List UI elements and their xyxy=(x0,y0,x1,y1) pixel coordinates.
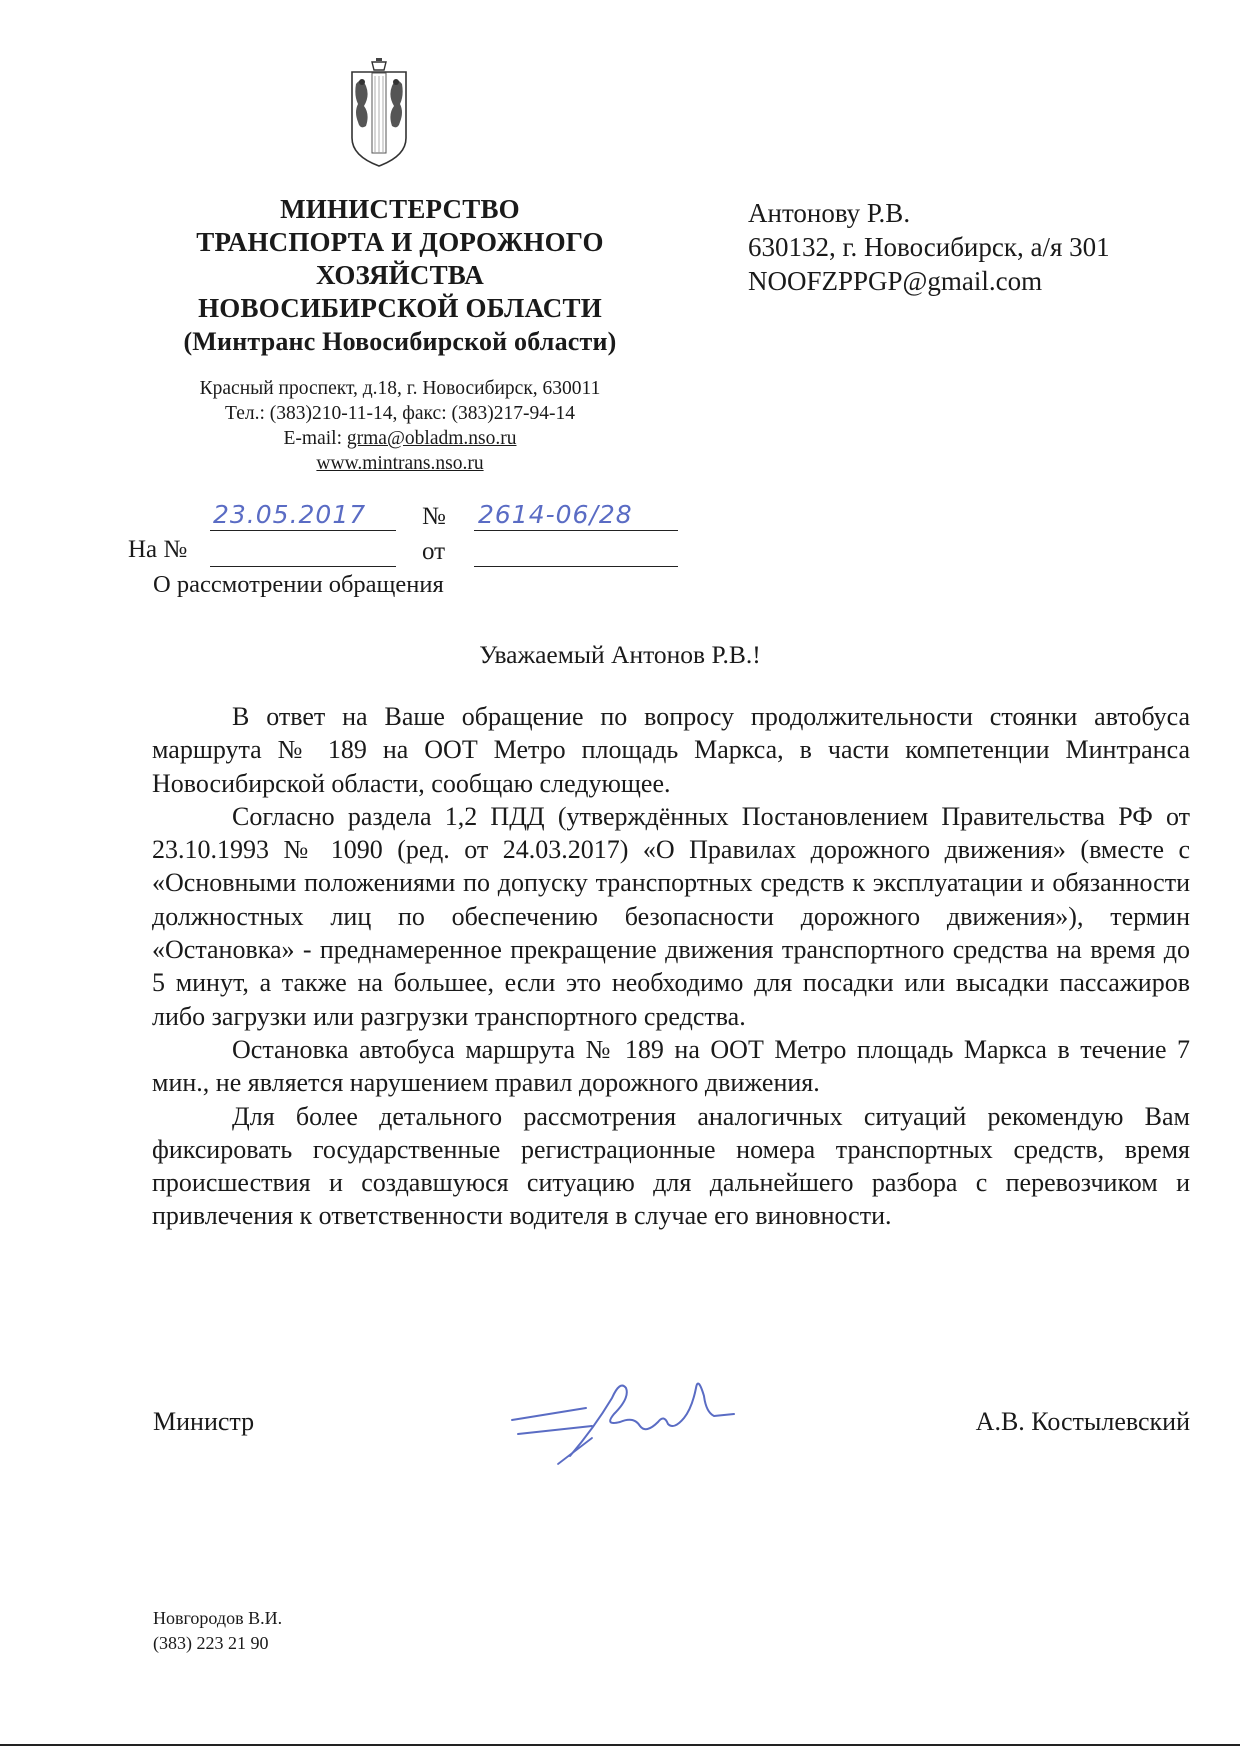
ministry-short-name: (Минтранс Новосибирской области) xyxy=(183,327,617,356)
number-underline xyxy=(474,530,678,531)
registration-number: 2614-06/28 xyxy=(478,500,633,529)
coat-of-arms-icon xyxy=(350,56,408,168)
handwritten-signature-icon xyxy=(508,1368,768,1468)
reference-underline xyxy=(210,566,396,567)
ministry-address: Красный проспект, д.18, г. Новосибирск, 630011 xyxy=(199,378,601,399)
page-bottom-edge xyxy=(0,1744,1240,1746)
date-underline xyxy=(210,530,396,531)
signer-position: Министр xyxy=(153,1407,255,1436)
body-paragraph: Согласно раздела 1,2 ПДД (утверждённых Постановлением Правительства РФ от 23.10.1993 № 1090 (ред. от 24.03.2017) «О Правилах дорожного движения» (вместе с «Основными положениями по допуску транспортных средств к эксплуатации и обязанности должностных лиц по обеспечению безопасности дорожного движения»), термин «Остановка» - преднамеренное прекращение движения транспортного средства на время до 5 минут, а также на большее, если это необходимо для посадки или высадки пассажиров либо загрузки или разгрузки транспортного средства. xyxy=(152,801,1190,1031)
executor-name: Новгородов В.И. xyxy=(153,1608,283,1628)
ministry-line: ХОЗЯЙСТВА xyxy=(316,260,484,290)
ministry-name xyxy=(120,193,680,358)
addressee-block xyxy=(748,196,1110,298)
addressee-email: NOOFZPPGP@gmail.com xyxy=(748,266,1043,296)
ministry-website-link[interactable]: www.mintrans.nso.ru xyxy=(316,453,484,474)
ministry-phones: Тел.: (383)210-11-14, факс: (383)217-94-14 xyxy=(225,403,575,424)
from-underline xyxy=(474,566,678,567)
ministry-email-line xyxy=(130,426,670,451)
executor-phone: (383) 223 21 90 xyxy=(153,1633,269,1653)
ministry-line: НОВОСИБИРСКОЙ ОБЛАСТИ xyxy=(198,293,602,323)
letter-body xyxy=(152,700,1190,1233)
from-label: от xyxy=(422,538,446,565)
signer-name: А.В. Костылевский xyxy=(975,1407,1190,1436)
greeting: Уважаемый Антонов Р.В.! xyxy=(479,640,761,669)
executor-block xyxy=(153,1606,282,1656)
number-label: № xyxy=(422,503,446,530)
addressee-name: Антонову Р.В. xyxy=(748,198,911,228)
ministry-line: МИНИСТЕРСТВО xyxy=(280,194,520,224)
body-paragraph: Для более детального рассмотрения аналогичных ситуаций рекомендую Вам фиксировать государственные регистрационные номера транспортных средств, время происшествия и создавшуюся ситуацию для дальнейшего разбора с перевозчиком и привлечения к ответственности водителя в случае его виновности. xyxy=(152,1101,1190,1231)
ministry-contacts xyxy=(130,376,670,476)
body-paragraph: Остановка автобуса маршрута № 189 на ООТ Метро площадь Маркса в течение 7 мин., не является нарушением правил дорожного движения. xyxy=(152,1034,1190,1098)
addressee-address: 630132, г. Новосибирск, а/я 301 xyxy=(748,232,1110,262)
registration-date: 23.05.2017 xyxy=(213,500,367,529)
body-paragraph: В ответ на Ваше обращение по вопросу продолжительности стоянки автобуса маршрута № 189 на ООТ Метро площадь Маркса, в части компетенции Минтранса Новосибирской области, сообщаю следующее. xyxy=(152,702,1190,798)
letter-subject: О рассмотрении обращения xyxy=(153,571,444,598)
reference-label: На № xyxy=(128,536,188,563)
email-label: E-mail: xyxy=(283,428,347,449)
ministry-email-link[interactable]: grma@obladm.nso.ru xyxy=(346,428,517,449)
ministry-line: ТРАНСПОРТА И ДОРОЖНОГО xyxy=(196,227,604,257)
